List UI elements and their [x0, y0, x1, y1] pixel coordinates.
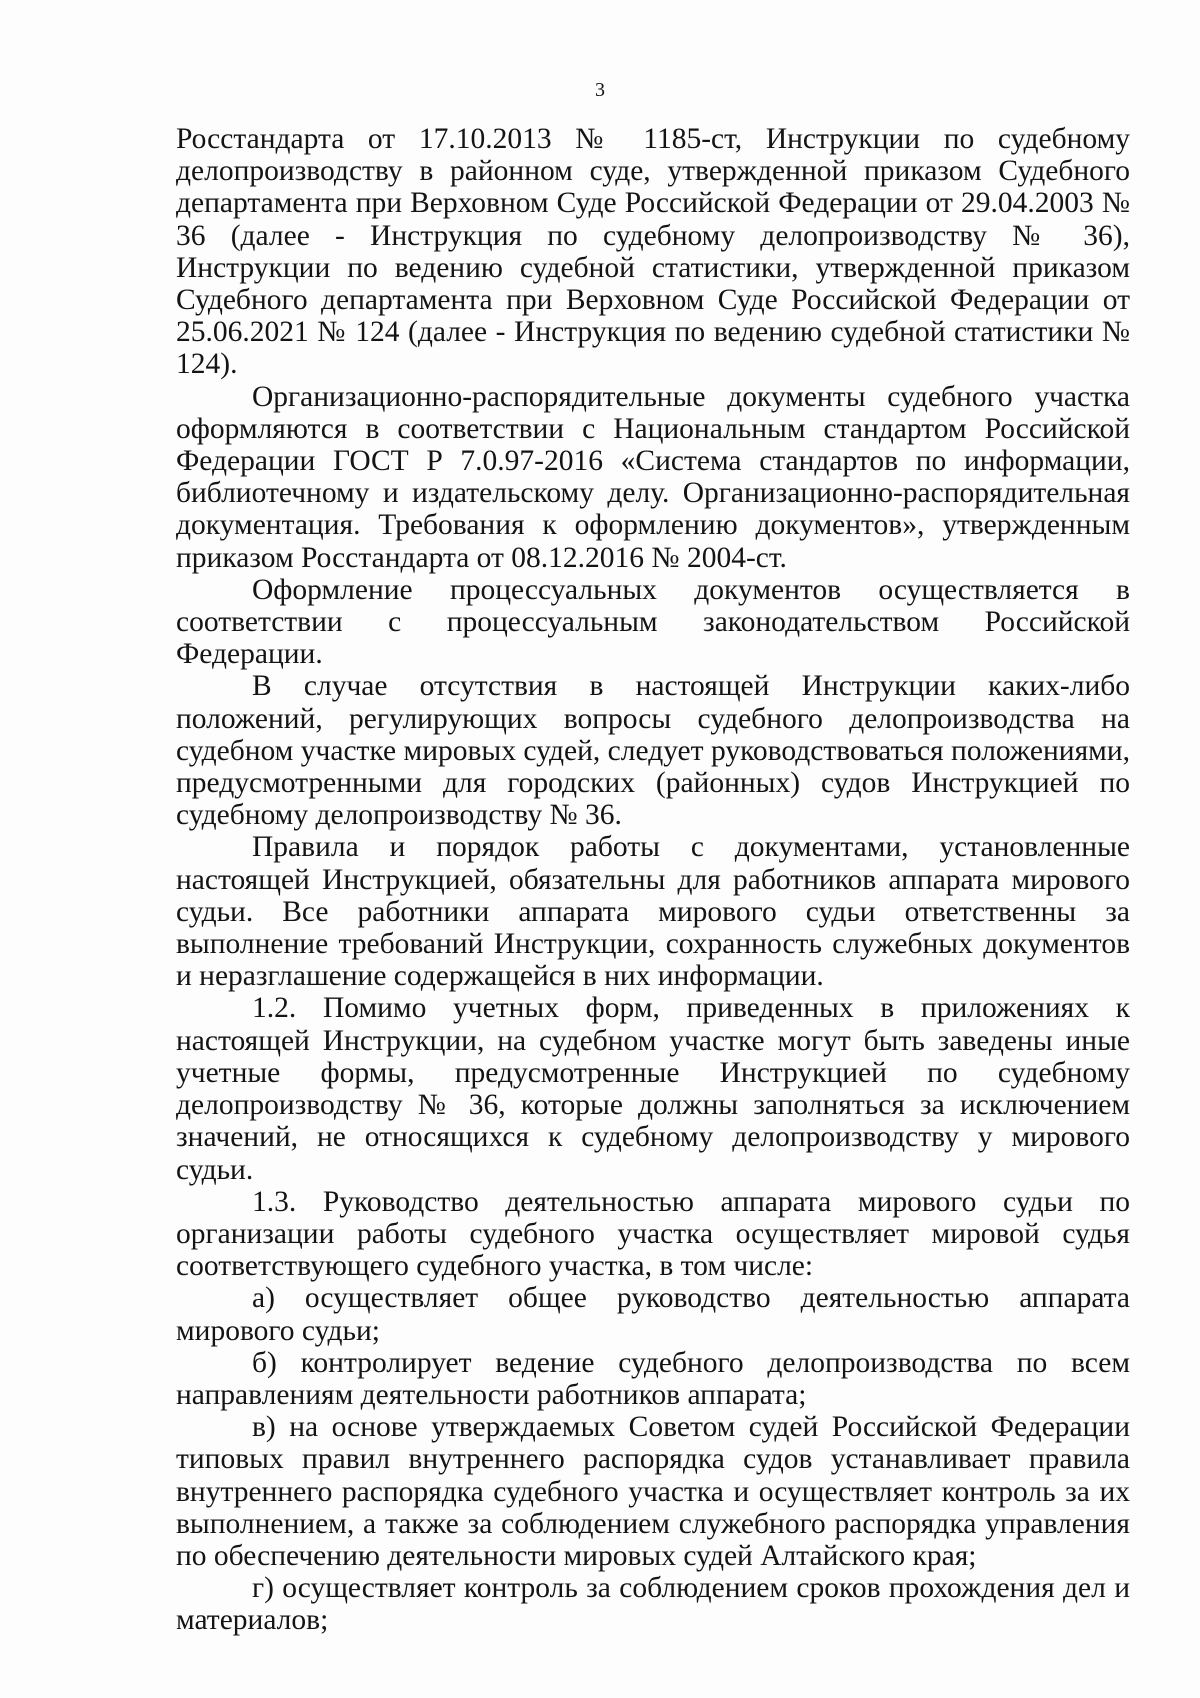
list-item-v: в) на основе утверждаемых Советом судей Российской Федерации типовых правил внутреннего распорядка судов устанавливает правила внутреннего распорядка судебного участка и осуществляет контроль за их выполнением, а также за соблюдением служебного распорядка управления по обеспечению деятельности мировых судей Алтайского края;	[176, 1411, 1130, 1572]
paragraph-continuation: Росстандарта от 17.10.2013 № 1185-ст, Инструкции по судебному делопроизводству в районном суде, утвержденной приказом Судебного департамента при Верховном Суде Российской Федерации от 29.04.2003 № 36 (далее - Инструкция по судебному делопроизводству № 36), Инструкции по ведению судебной статистики, утвержденной приказом Судебного департамента при Верховном Суде Российской Федерации от 25.06.2021 № 124 (далее - Инструкция по ведению судебной статистики № 124).	[176, 123, 1130, 381]
paragraph-absence-of-provisions: В случае отсутствия в настоящей Инструкции каких-либо положений, регулирующих вопросы судебного делопроизводства на судебном участке мировых судей, следует руководствоваться положениями, предусмотренными для городских (районных) судов Инструкцией по судебному делопроизводству № 36.	[176, 670, 1130, 832]
list-item-b: б) контролирует ведение судебного делопроизводства по всем направлениям деятельности работников аппарата;	[176, 1346, 1130, 1411]
list-item-g: г) осуществляет контроль за соблюдением сроков прохождения дел и материалов;	[176, 1572, 1130, 1637]
paragraph-gost-formatting: Организационно-распорядительные документы судебного участка оформляются в соответствии с Национальным стандартом Российской Федерации ГОСТ Р 7.0.97-2016 «Система стандартов по информации, библиотечному и издательскому делу. Организационно-распорядительная документация. Требования к оформлению документов», утвержденным приказом Росстандарта от 08.12.2016 № 2004-ст.	[176, 380, 1130, 574]
paragraph-procedural-documents: Оформление процессуальных документов осуществляется в соответствии с процессуальным законодательством Российской Федерации.	[176, 573, 1130, 671]
paragraph-section-1-2: 1.2. Помимо учетных форм, приведенных в приложениях к настоящей Инструкции, на судебном участке могут быть заведены иные учетные формы, предусмотренные Инструкцией по судебному делопроизводству № 36, которые должны заполняться за исключением значений, не относящихся к судебному делопроизводству у мирового судьи.	[176, 992, 1130, 1186]
document-body	[176, 123, 1130, 1637]
paragraph-section-1-3: 1.3. Руководство деятельностью аппарата мирового судьи по организации работы судебного участка осуществляет мировой судья соответствующего судебного участка, в том числе:	[176, 1185, 1130, 1283]
paragraph-rules-and-procedure: Правила и порядок работы с документами, установленные настоящей Инструкцией, обязательны для работников аппарата мирового судьи. Все работники аппарата мирового судьи ответственны за выполнение требований Инструкции, сохранность служебных документов и неразглашение содержащейся в них информации.	[176, 831, 1130, 993]
page-number: 3	[595, 79, 605, 101]
list-item-a: а) осуществляет общее руководство деятельностью аппарата мирового судьи;	[176, 1282, 1130, 1347]
